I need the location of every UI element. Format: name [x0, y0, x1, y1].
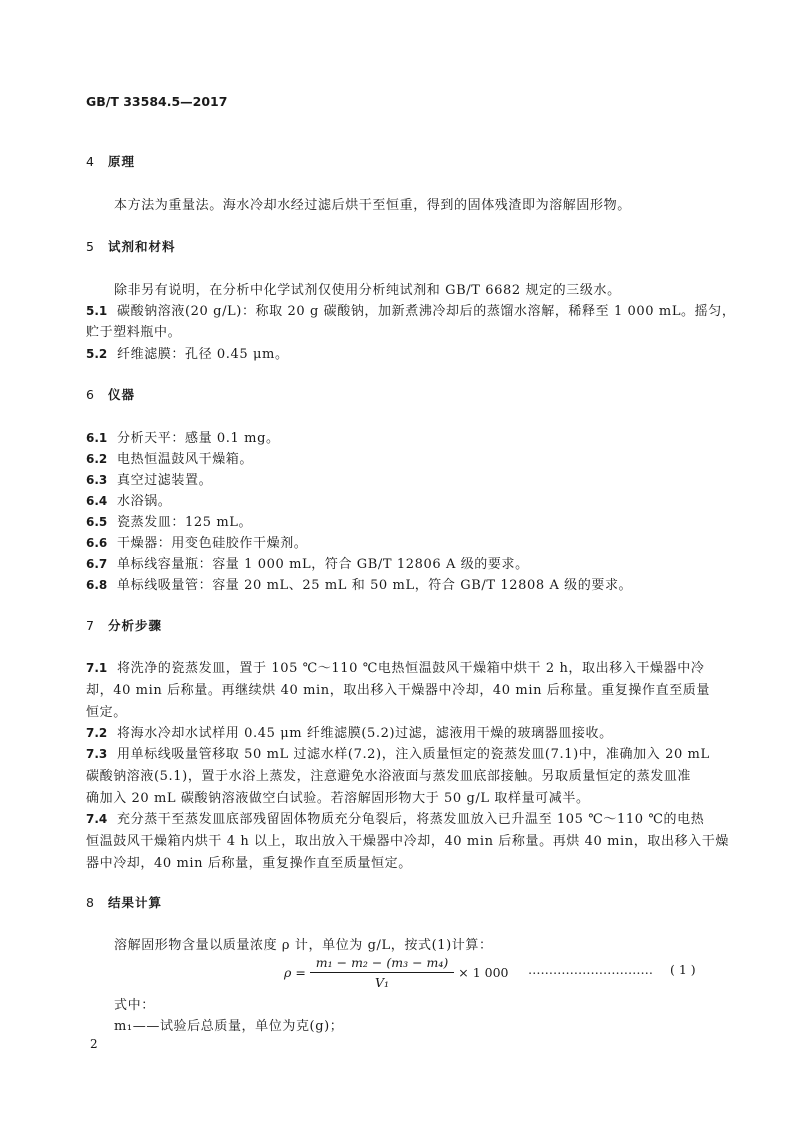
clause-number: 6.5 [86, 515, 108, 529]
section-8-intro: 溶解固形物含量以质量浓度 ρ 计，单位为 g/L，按式(1)计算： [114, 938, 493, 953]
page-number: 2 [90, 1037, 98, 1051]
clause-text: 碳酸钠溶液(20 g/L)：称取 20 g 碳酸钠，加新煮沸冷却后的蒸馏水溶解，稀释至 1 000 mL。摇匀， [117, 304, 736, 319]
clause-6-4 [86, 490, 171, 509]
clause-6-3 [86, 469, 212, 488]
clause-7-2 [86, 722, 613, 741]
section-title: 仪器 [107, 387, 135, 402]
clause-text: 将海水冷却水试样用 0.45 μm 纤维滤膜(5.2)过滤，滤液用干燥的玻璃器皿接收。 [117, 726, 613, 741]
formula-leader: ………………………… [528, 962, 653, 977]
section-title: 试剂和材料 [107, 239, 176, 254]
clause-6-7 [86, 553, 529, 572]
clause-number: 7.2 [86, 726, 108, 740]
clause-text: 将洗净的瓷蒸发皿，置于 105 ℃～110 ℃电热恒温鼓风干燥箱中烘干 2 h，取出移入干燥器中冷 [117, 661, 705, 676]
clause-5-1-continuation: 贮于塑料瓶中。 [86, 325, 182, 340]
clause-text: 真空过滤装置。 [117, 473, 213, 488]
clause-number: 6.3 [86, 473, 108, 487]
clause-text: 单标线容量瓶：容量 1 000 mL，符合 GB/T 12806 A 级的要求。 [117, 557, 529, 572]
clause-number: 6.8 [86, 578, 108, 592]
clause-6-5 [86, 511, 252, 530]
section-number: 7 [86, 618, 94, 633]
section-number: 4 [86, 154, 94, 169]
clause-number: 6.6 [86, 536, 108, 550]
clause-7-1 [86, 657, 704, 676]
clause-number: 5.1 [86, 304, 108, 318]
clause-number: 7.1 [86, 661, 108, 675]
standard-code-header: GB/T 33584.5—2017 [86, 94, 228, 109]
clause-text: 充分蒸干至蒸发皿底部残留固体物质充分龟裂后，将蒸发皿放入已升温至 105 ℃～110 ℃的电热 [117, 812, 705, 827]
formula-number: ( 1 ) [670, 962, 696, 977]
clause-7-3 [86, 743, 710, 762]
clause-7-1-line-2: 却，40 min 后称量。再继续烘 40 min，取出移入干燥器中冷却，40 min 后称量。重复操作直至质量 [86, 683, 710, 698]
formula-fraction [310, 955, 454, 990]
clause-6-8 [86, 574, 632, 593]
clause-7-1-line-3: 恒定。 [86, 705, 127, 720]
clause-text: 水浴锅。 [117, 494, 172, 509]
clause-number: 7.3 [86, 747, 108, 761]
clause-7-4-line-3: 器中冷却，40 min 后称量，重复操作直至质量恒定。 [86, 856, 412, 871]
clause-text: 干燥器：用变色硅胶作干燥剂。 [117, 536, 308, 551]
section-title: 分析步骤 [107, 618, 162, 633]
clause-6-1 [86, 427, 280, 446]
clause-7-4 [86, 808, 704, 827]
clause-number: 6.2 [86, 452, 108, 466]
formula-lhs: ρ = [284, 965, 306, 980]
section-4-heading [86, 152, 135, 170]
clause-text: 单标线吸量管：容量 20 mL、25 mL 和 50 mL，符合 GB/T 12808 A 级的要求。 [117, 578, 633, 593]
clause-7-3-line-3: 确加入 20 mL 碳酸钠溶液做空白试验。若溶解固形物大于 50 g/L 取样量可减半。 [86, 791, 590, 806]
clause-6-2 [86, 448, 253, 467]
formula-denominator: V₁ [375, 975, 390, 990]
clause-6-6 [86, 532, 307, 551]
section-8-heading [86, 893, 162, 911]
clause-number: 6.4 [86, 494, 108, 508]
clause-text: 瓷蒸发皿：125 mL。 [117, 515, 253, 530]
clause-5-1 [86, 300, 735, 319]
clause-number: 5.2 [86, 347, 108, 361]
formula-multiplier: × 1 000 [458, 965, 509, 980]
clause-text: 电热恒温鼓风干燥箱。 [117, 452, 254, 467]
section-number: 6 [86, 387, 94, 402]
section-number: 8 [86, 895, 94, 910]
section-7-heading [86, 616, 162, 634]
variable-m1-definition: m₁——试验后总质量，单位为克(g)； [114, 1019, 344, 1034]
clause-text: 用单标线吸量管移取 50 mL 过滤水样(7.2)，注入质量恒定的瓷蒸发皿(7.1)中，准确加入 20 mL [117, 747, 710, 762]
section-4-body: 本方法为重量法。海水冷却水经过滤后烘干至恒重，得到的固体残渣即为溶解固形物。 [114, 198, 631, 213]
formula-numerator: m₁ − m₂ − (m₃ − m₄) [310, 955, 454, 973]
section-title: 原理 [107, 154, 135, 169]
section-5-intro: 除非另有说明，在分析中化学试剂仅使用分析纯试剂和 GB/T 6682 规定的三级水。 [114, 283, 621, 298]
section-6-heading [86, 385, 135, 403]
clause-7-4-line-2: 恒温鼓风干燥箱内烘干 4 h 以上，取出放入干燥器中冷却，40 min 后称量。再烘 40 min，取出移入干燥 [86, 834, 729, 849]
clause-number: 7.4 [86, 812, 108, 826]
clause-number: 6.7 [86, 557, 108, 571]
clause-text: 分析天平：感量 0.1 mg。 [117, 431, 280, 446]
clause-7-3-line-2: 碳酸钠溶液(5.1)，置于水浴上蒸发，注意避免水浴液面与蒸发皿底部接触。另取质量恒定的蒸发皿准 [86, 769, 692, 784]
clause-text: 纤维滤膜：孔径 0.45 μm。 [117, 347, 289, 362]
section-title: 结果计算 [107, 895, 162, 910]
section-5-heading [86, 237, 176, 255]
section-number: 5 [86, 239, 94, 254]
formula-1 [284, 955, 508, 990]
clause-number: 6.1 [86, 431, 108, 445]
clause-5-2 [86, 343, 289, 362]
where-label: 式中： [114, 998, 155, 1013]
